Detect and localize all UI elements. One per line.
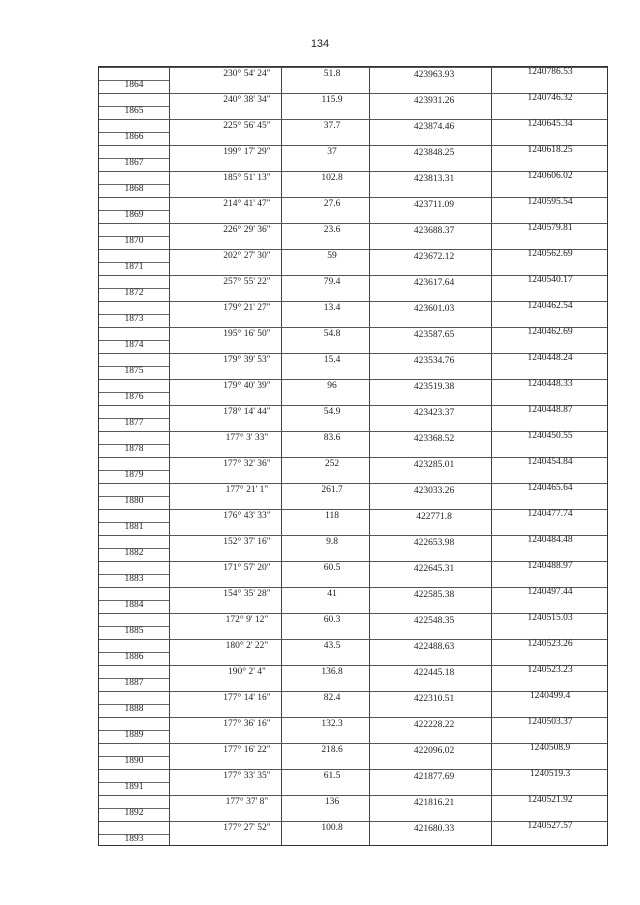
x-coordinate-cell: 423601.03: [413, 304, 455, 314]
y-coordinate-cell: 1240462.69: [527, 327, 573, 337]
table-row: [99, 561, 607, 587]
x-coordinate-cell: 423711.09: [413, 200, 455, 210]
distance-cell: 9.8: [326, 537, 338, 547]
point-number-cell: 1876: [124, 392, 144, 402]
distance-cell: 60.5: [323, 563, 341, 573]
table-row: [99, 691, 607, 717]
x-coordinate-cell: 423534.76: [413, 356, 455, 366]
distance-cell: 115.9: [321, 95, 343, 105]
x-coordinate-cell: 423423.37: [413, 408, 455, 418]
y-coordinate-cell: 1240523.23: [527, 665, 573, 675]
table-row: [99, 223, 607, 249]
point-number-cell: 1875: [124, 366, 144, 376]
distance-cell: 252: [324, 459, 340, 469]
x-coordinate-cell: 423874.46: [413, 122, 455, 132]
table-row: [99, 587, 607, 613]
angle-cell: 154° 35' 28": [223, 589, 271, 599]
distance-cell: 27.6: [323, 199, 341, 209]
x-coordinate-cell: 421877.69: [413, 772, 455, 782]
point-number-cell: 1891: [124, 782, 144, 792]
x-coordinate-cell: 423931.26: [413, 96, 455, 106]
y-coordinate-cell: 1240523.26: [527, 639, 573, 649]
y-coordinate-cell: 1240450.55: [527, 431, 573, 441]
angle-cell: 177° 3' 33": [225, 433, 269, 443]
angle-cell: 177° 36' 16": [223, 719, 271, 729]
angle-cell: 190° 2' 4": [228, 667, 266, 677]
y-coordinate-cell: 1240515.03: [527, 613, 573, 623]
y-coordinate-cell: 1240477.74: [527, 509, 573, 519]
table-row: [99, 353, 607, 379]
angle-cell: 171° 57' 20": [223, 563, 271, 573]
y-coordinate-cell: 1240579.81: [527, 223, 573, 233]
x-coordinate-cell: 423519.38: [413, 382, 455, 392]
table-row: [99, 639, 607, 665]
point-number-cell: 1877: [124, 418, 144, 428]
angle-cell: 177° 37' 8": [225, 797, 269, 807]
distance-cell: 100.8: [321, 823, 343, 833]
table-row: [99, 613, 607, 639]
table-row: [99, 405, 607, 431]
distance-cell: 51.8: [323, 69, 341, 79]
angle-cell: 177° 21' 1": [225, 485, 269, 495]
table-row: [99, 769, 607, 795]
point-number-cell: 1879: [124, 470, 144, 480]
point-number-cell: 1893: [124, 834, 144, 844]
table-row: [99, 717, 607, 743]
y-coordinate-cell: 1240488.97: [527, 561, 573, 571]
table-row: [99, 197, 607, 223]
distance-cell: 102.8: [321, 173, 343, 183]
distance-cell: 96: [327, 381, 337, 391]
y-coordinate-cell: 1240454.84: [527, 457, 573, 467]
angle-cell: 178° 14' 44": [223, 407, 271, 417]
distance-cell: 23.6: [323, 225, 341, 235]
angle-cell: 177° 32' 36": [223, 459, 271, 469]
point-number-cell: 1866: [124, 132, 144, 142]
point-number-cell: 1871: [124, 262, 144, 272]
y-coordinate-cell: 1240527.57: [527, 821, 573, 831]
distance-cell: 218.6: [321, 745, 343, 755]
x-coordinate-cell: 423285.01: [413, 460, 455, 470]
x-coordinate-cell: 422310.51: [413, 694, 455, 704]
y-coordinate-cell: 1240519.3: [529, 769, 571, 779]
table-row: [99, 743, 607, 769]
x-coordinate-cell: 423033.26: [413, 486, 455, 496]
table-row: [99, 145, 607, 171]
point-number-cell: 1889: [124, 730, 144, 740]
point-number-cell: 1865: [124, 106, 144, 116]
x-coordinate-cell: 423672.12: [413, 252, 455, 262]
y-coordinate-cell: 1240540.17: [527, 275, 573, 285]
angle-cell: 257° 55' 22": [223, 277, 271, 287]
y-coordinate-cell: 1240448.87: [527, 405, 573, 415]
table-row: [99, 821, 607, 847]
point-number-cell: 1872: [124, 288, 144, 298]
angle-cell: 177° 27' 52": [223, 823, 271, 833]
x-coordinate-cell: 422096.02: [413, 746, 455, 756]
y-coordinate-cell: 1240562.69: [527, 249, 573, 259]
angle-cell: 195° 16' 50": [223, 329, 271, 339]
distance-cell: 41: [327, 589, 337, 599]
distance-cell: 82.4: [323, 693, 341, 703]
y-coordinate-cell: 1240606.02: [527, 171, 573, 181]
angle-cell: 152° 37' 16": [223, 537, 271, 547]
distance-cell: 54.8: [323, 329, 341, 339]
point-number-cell: 1884: [124, 600, 144, 610]
x-coordinate-cell: 423848.25: [413, 148, 455, 158]
x-coordinate-cell: 422228.22: [413, 720, 455, 730]
x-coordinate-cell: 422488.63: [413, 642, 455, 652]
table-row: [99, 665, 607, 691]
table-row: [99, 379, 607, 405]
coordinate-table: [98, 66, 608, 846]
angle-cell: 230° 54' 24": [223, 69, 271, 79]
table-row: [99, 483, 607, 509]
y-coordinate-cell: 1240645.34: [527, 119, 573, 129]
distance-cell: 37: [327, 147, 337, 157]
table-row: [99, 327, 607, 353]
y-coordinate-cell: 1240746.32: [527, 93, 573, 103]
x-coordinate-cell: 423963.93: [413, 70, 455, 80]
x-coordinate-cell: 421680.33: [413, 824, 455, 834]
table-row: [99, 301, 607, 327]
angle-cell: 180° 2' 22": [225, 641, 269, 651]
point-number-cell: 1867: [124, 158, 144, 168]
distance-cell: 136: [324, 797, 340, 807]
distance-cell: 59: [327, 251, 337, 261]
table-row: [99, 457, 607, 483]
table-row: [99, 275, 607, 301]
point-number-cell: 1874: [124, 340, 144, 350]
page-number: 134: [310, 38, 330, 50]
y-coordinate-cell: 1240462.54: [527, 301, 573, 311]
distance-cell: 13.4: [323, 303, 341, 313]
y-coordinate-cell: 1240448.33: [527, 379, 573, 389]
distance-cell: 261.7: [321, 485, 343, 495]
x-coordinate-cell: 423688.37: [413, 226, 455, 236]
distance-cell: 132.3: [321, 719, 343, 729]
point-number-cell: 1892: [124, 808, 144, 818]
point-number-cell: 1864: [124, 80, 144, 90]
angle-cell: 179° 40' 39": [223, 381, 271, 391]
x-coordinate-cell: 423813.31: [413, 174, 455, 184]
point-number-cell: 1886: [124, 652, 144, 662]
distance-cell: 37.7: [323, 121, 341, 131]
point-number-cell: 1878: [124, 444, 144, 454]
angle-cell: 199° 17' 29": [223, 147, 271, 157]
distance-cell: 83.6: [323, 433, 341, 443]
distance-cell: 15.4: [323, 355, 341, 365]
angle-cell: 240° 38' 34": [223, 95, 271, 105]
x-coordinate-cell: 422445.18: [413, 668, 455, 678]
y-coordinate-cell: 1240595.54: [527, 197, 573, 207]
y-coordinate-cell: 1240499.4: [529, 691, 571, 701]
x-coordinate-cell: 422548.35: [413, 616, 455, 626]
distance-cell: 61.5: [323, 771, 341, 781]
point-number-cell: 1873: [124, 314, 144, 324]
angle-cell: 179° 21' 27": [223, 303, 271, 313]
table-row: [99, 119, 607, 145]
table-row: [99, 795, 607, 821]
point-number-cell: 1888: [124, 704, 144, 714]
x-coordinate-cell: 421816.21: [413, 798, 455, 808]
y-coordinate-cell: 1240484.48: [527, 535, 573, 545]
x-coordinate-cell: 423617.64: [413, 278, 455, 288]
y-coordinate-cell: 1240497.44: [527, 587, 573, 597]
table-row: [99, 67, 607, 93]
y-coordinate-cell: 1240448.24: [527, 353, 573, 363]
x-coordinate-cell: 422585.38: [413, 590, 455, 600]
point-number-cell: 1868: [124, 184, 144, 194]
angle-cell: 202° 27' 30": [223, 251, 271, 261]
angle-cell: 177° 16' 22": [223, 745, 271, 755]
table-row: [99, 171, 607, 197]
point-number-cell: 1887: [124, 678, 144, 688]
angle-cell: 185° 51' 13": [223, 173, 271, 183]
table-row: [99, 535, 607, 561]
y-coordinate-cell: 1240786.53: [527, 67, 573, 77]
angle-cell: 172° 9' 12": [225, 615, 269, 625]
point-number-cell: 1890: [124, 756, 144, 766]
x-coordinate-cell: 422653.98: [413, 538, 455, 548]
x-coordinate-cell: 422771.8: [416, 512, 452, 522]
point-number-cell: 1885: [124, 626, 144, 636]
point-number-cell: 1881: [124, 522, 144, 532]
distance-cell: 118: [325, 511, 339, 521]
y-coordinate-cell: 1240465.64: [527, 483, 573, 493]
angle-cell: 177° 33' 35": [223, 771, 271, 781]
angle-cell: 176° 43' 33": [223, 511, 271, 521]
table-row: [99, 93, 607, 119]
y-coordinate-cell: 1240508.9: [529, 743, 571, 753]
point-number-cell: 1870: [124, 236, 144, 246]
angle-cell: 179° 39' 53": [223, 355, 271, 365]
table-row: [99, 431, 607, 457]
distance-cell: 79.4: [323, 277, 341, 287]
angle-cell: 214° 41' 47": [223, 199, 271, 209]
table-row: [99, 509, 607, 535]
x-coordinate-cell: 423587.65: [413, 330, 455, 340]
point-number-cell: 1869: [124, 210, 144, 220]
distance-cell: 43.5: [323, 641, 341, 651]
y-coordinate-cell: 1240503.37: [527, 717, 573, 727]
angle-cell: 177° 14' 16": [223, 693, 271, 703]
y-coordinate-cell: 1240618.25: [527, 145, 573, 155]
point-number-cell: 1883: [124, 574, 144, 584]
distance-cell: 60.3: [323, 615, 341, 625]
angle-cell: 226° 29' 36": [223, 225, 271, 235]
x-coordinate-cell: 423368.52: [413, 434, 455, 444]
y-coordinate-cell: 1240521.92: [527, 795, 573, 805]
point-number-cell: 1882: [124, 548, 144, 558]
point-number-cell: 1880: [124, 496, 144, 506]
table-row: [99, 249, 607, 275]
distance-cell: 136.8: [321, 667, 343, 677]
distance-cell: 54.9: [323, 407, 341, 417]
x-coordinate-cell: 422645.31: [413, 564, 455, 574]
angle-cell: 225° 56' 45": [223, 121, 271, 131]
